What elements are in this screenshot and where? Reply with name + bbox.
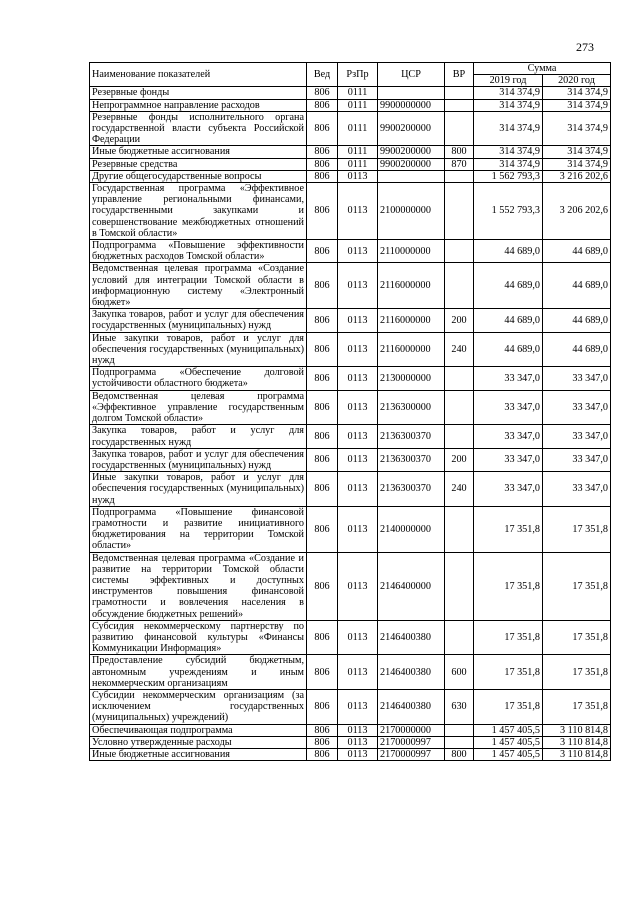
row-rzpr: 0113 bbox=[338, 724, 378, 736]
header-sum: Сумма bbox=[474, 63, 611, 75]
row-vr bbox=[445, 724, 474, 736]
row-sum-2020: 33 347,0 bbox=[543, 425, 611, 448]
row-rzpr: 0113 bbox=[338, 748, 378, 760]
row-rzpr: 0113 bbox=[338, 655, 378, 690]
row-vr bbox=[445, 263, 474, 309]
row-name: Резервные фонды bbox=[90, 87, 307, 99]
row-sum-2020: 314 374,9 bbox=[543, 111, 611, 146]
row-ved: 806 bbox=[307, 689, 338, 724]
row-csr: 2146400380 bbox=[378, 620, 445, 655]
row-rzpr: 0113 bbox=[338, 425, 378, 448]
row-sum-2020: 17 351,8 bbox=[543, 620, 611, 655]
row-vr bbox=[445, 552, 474, 620]
row-csr: 9900200000 bbox=[378, 158, 445, 170]
row-sum-2019: 314 374,9 bbox=[474, 87, 543, 99]
row-rzpr: 0113 bbox=[338, 472, 378, 507]
row-ved: 806 bbox=[307, 99, 338, 111]
row-rzpr: 0113 bbox=[338, 183, 378, 240]
row-csr: 2170000997 bbox=[378, 736, 445, 748]
row-csr: 2146400380 bbox=[378, 689, 445, 724]
row-sum-2020: 3 110 814,8 bbox=[543, 748, 611, 760]
row-name: Закупка товаров, работ и услуг для обеспечения государственных (муниципальных) нужд bbox=[90, 309, 307, 332]
row-vr bbox=[445, 111, 474, 146]
row-ved: 806 bbox=[307, 309, 338, 332]
row-sum-2020: 44 689,0 bbox=[543, 263, 611, 309]
row-sum-2020: 44 689,0 bbox=[543, 332, 611, 367]
row-sum-2020: 314 374,9 bbox=[543, 158, 611, 170]
row-ved: 806 bbox=[307, 620, 338, 655]
row-vr bbox=[445, 87, 474, 99]
row-rzpr: 0113 bbox=[338, 390, 378, 425]
table-row bbox=[90, 748, 611, 760]
row-rzpr: 0113 bbox=[338, 240, 378, 263]
row-name: Ведомственная целевая программа «Эффективное управление государственным долгом Томской области» bbox=[90, 390, 307, 425]
row-name: Резервные средства bbox=[90, 158, 307, 170]
row-name: Резервные фонды исполнительного органа государственной власти субъекта Российской Федерации bbox=[90, 111, 307, 146]
table-row bbox=[90, 620, 611, 655]
table-row bbox=[90, 448, 611, 471]
row-csr bbox=[378, 170, 445, 182]
table-row bbox=[90, 170, 611, 182]
row-name: Условно утвержденные расходы bbox=[90, 736, 307, 748]
table-row bbox=[90, 183, 611, 240]
row-rzpr: 0113 bbox=[338, 736, 378, 748]
row-sum-2020: 44 689,0 bbox=[543, 240, 611, 263]
row-sum-2020: 17 351,8 bbox=[543, 655, 611, 690]
budget-table bbox=[89, 62, 611, 761]
row-rzpr: 0113 bbox=[338, 170, 378, 182]
row-vr bbox=[445, 736, 474, 748]
table-row bbox=[90, 390, 611, 425]
row-rzpr: 0111 bbox=[338, 99, 378, 111]
row-vr bbox=[445, 240, 474, 263]
row-name: Субсидия некоммерческому партнерству по развитию финансовой культуры «Финансы Коммуникации Информация» bbox=[90, 620, 307, 655]
row-ved: 806 bbox=[307, 390, 338, 425]
row-vr bbox=[445, 367, 474, 390]
row-sum-2019: 314 374,9 bbox=[474, 146, 543, 158]
row-vr: 800 bbox=[445, 146, 474, 158]
row-name: Субсидии некоммерческим организациям (за исключением государственных (муниципальных) учреждений) bbox=[90, 689, 307, 724]
row-sum-2020: 3 110 814,8 bbox=[543, 736, 611, 748]
header-csr: ЦСР bbox=[378, 63, 445, 87]
table-row bbox=[90, 552, 611, 620]
row-ved: 806 bbox=[307, 552, 338, 620]
row-sum-2019: 314 374,9 bbox=[474, 111, 543, 146]
row-ved: 806 bbox=[307, 240, 338, 263]
row-sum-2020: 17 351,8 bbox=[543, 506, 611, 552]
row-ved: 806 bbox=[307, 170, 338, 182]
row-ved: 806 bbox=[307, 263, 338, 309]
row-sum-2019: 1 457 405,5 bbox=[474, 724, 543, 736]
table-row bbox=[90, 111, 611, 146]
row-rzpr: 0113 bbox=[338, 552, 378, 620]
row-sum-2020: 3 110 814,8 bbox=[543, 724, 611, 736]
table-row bbox=[90, 158, 611, 170]
row-vr bbox=[445, 390, 474, 425]
row-csr: 2116000000 bbox=[378, 263, 445, 309]
row-rzpr: 0113 bbox=[338, 448, 378, 471]
row-sum-2020: 33 347,0 bbox=[543, 448, 611, 471]
row-csr: 2146400380 bbox=[378, 655, 445, 690]
row-rzpr: 0111 bbox=[338, 87, 378, 99]
row-csr: 2170000997 bbox=[378, 748, 445, 760]
row-rzpr: 0113 bbox=[338, 309, 378, 332]
row-csr: 2140000000 bbox=[378, 506, 445, 552]
table-row bbox=[90, 472, 611, 507]
row-ved: 806 bbox=[307, 158, 338, 170]
row-csr: 2116000000 bbox=[378, 332, 445, 367]
table-row bbox=[90, 655, 611, 690]
row-ved: 806 bbox=[307, 87, 338, 99]
row-ved: 806 bbox=[307, 506, 338, 552]
row-name: Ведомственная целевая программа «Создание условий для интеграции Томской области в информационную систему «Электронный бюджет» bbox=[90, 263, 307, 309]
row-sum-2019: 44 689,0 bbox=[474, 309, 543, 332]
row-sum-2019: 33 347,0 bbox=[474, 448, 543, 471]
row-ved: 806 bbox=[307, 146, 338, 158]
row-vr: 800 bbox=[445, 748, 474, 760]
row-sum-2020: 33 347,0 bbox=[543, 472, 611, 507]
row-csr: 9900000000 bbox=[378, 99, 445, 111]
row-rzpr: 0113 bbox=[338, 620, 378, 655]
row-vr bbox=[445, 99, 474, 111]
row-csr: 2100000000 bbox=[378, 183, 445, 240]
row-name: Подпрограмма «Повышение финансовой грамотности и развитие инициативного бюджетирования на территории Томской области» bbox=[90, 506, 307, 552]
row-vr bbox=[445, 425, 474, 448]
row-sum-2019: 44 689,0 bbox=[474, 240, 543, 263]
row-rzpr: 0113 bbox=[338, 689, 378, 724]
row-ved: 806 bbox=[307, 472, 338, 507]
row-ved: 806 bbox=[307, 736, 338, 748]
row-name: Предоставление субсидий бюджетным, автономным учреждениям и иным некоммерческим организациям bbox=[90, 655, 307, 690]
row-name: Подпрограмма «Обеспечение долговой устойчивости областного бюджета» bbox=[90, 367, 307, 390]
row-vr bbox=[445, 506, 474, 552]
row-name: Обеспечивающая подпрограмма bbox=[90, 724, 307, 736]
row-name: Иные закупки товаров, работ и услуг для обеспечения государственных (муниципальных) нужд bbox=[90, 472, 307, 507]
header-name: Наименование показателей bbox=[90, 63, 307, 87]
row-csr: 2136300370 bbox=[378, 448, 445, 471]
row-csr: 2170000000 bbox=[378, 724, 445, 736]
row-name: Государственная программа «Эффективное управление региональными финансами, государственными закупками и совершенствование межбюджетных отношений в Томской области» bbox=[90, 183, 307, 240]
row-sum-2019: 1 457 405,5 bbox=[474, 736, 543, 748]
row-rzpr: 0111 bbox=[338, 158, 378, 170]
row-name: Иные бюджетные ассигнования bbox=[90, 748, 307, 760]
row-sum-2019: 17 351,8 bbox=[474, 552, 543, 620]
row-vr bbox=[445, 620, 474, 655]
row-vr: 600 bbox=[445, 655, 474, 690]
header-rzpr: РзПр bbox=[338, 63, 378, 87]
row-sum-2020: 314 374,9 bbox=[543, 87, 611, 99]
row-ved: 806 bbox=[307, 332, 338, 367]
row-csr: 2146400000 bbox=[378, 552, 445, 620]
row-name: Иные закупки товаров, работ и услуг для обеспечения государственных (муниципальных) нужд bbox=[90, 332, 307, 367]
row-name: Закупка товаров, работ и услуг для государственных нужд bbox=[90, 425, 307, 448]
row-vr bbox=[445, 170, 474, 182]
row-sum-2019: 1 457 405,5 bbox=[474, 748, 543, 760]
row-name: Закупка товаров, работ и услуг для обеспечения государственных (муниципальных) нужд bbox=[90, 448, 307, 471]
table-row bbox=[90, 309, 611, 332]
row-sum-2019: 1 552 793,3 bbox=[474, 183, 543, 240]
row-sum-2020: 3 216 202,6 bbox=[543, 170, 611, 182]
table-row bbox=[90, 240, 611, 263]
table-row bbox=[90, 367, 611, 390]
row-sum-2019: 314 374,9 bbox=[474, 99, 543, 111]
table-row bbox=[90, 736, 611, 748]
table-row bbox=[90, 87, 611, 99]
row-rzpr: 0113 bbox=[338, 367, 378, 390]
row-name: Иные бюджетные ассигнования bbox=[90, 146, 307, 158]
row-sum-2020: 17 351,8 bbox=[543, 689, 611, 724]
row-sum-2019: 33 347,0 bbox=[474, 367, 543, 390]
row-vr: 200 bbox=[445, 309, 474, 332]
row-sum-2020: 314 374,9 bbox=[543, 146, 611, 158]
row-sum-2019: 17 351,8 bbox=[474, 620, 543, 655]
header-year-2020: 2020 год bbox=[543, 75, 611, 87]
row-csr: 2136300370 bbox=[378, 472, 445, 507]
row-vr: 630 bbox=[445, 689, 474, 724]
row-sum-2020: 33 347,0 bbox=[543, 367, 611, 390]
row-csr: 2130000000 bbox=[378, 367, 445, 390]
row-sum-2019: 33 347,0 bbox=[474, 472, 543, 507]
row-vr bbox=[445, 183, 474, 240]
row-rzpr: 0113 bbox=[338, 506, 378, 552]
row-csr: 2110000000 bbox=[378, 240, 445, 263]
header-year-2019: 2019 год bbox=[474, 75, 543, 87]
row-csr: 9900200000 bbox=[378, 146, 445, 158]
row-csr: 2136300000 bbox=[378, 390, 445, 425]
row-ved: 806 bbox=[307, 655, 338, 690]
row-ved: 806 bbox=[307, 448, 338, 471]
row-sum-2020: 33 347,0 bbox=[543, 390, 611, 425]
row-sum-2019: 44 689,0 bbox=[474, 332, 543, 367]
table-row bbox=[90, 724, 611, 736]
row-csr: 2136300370 bbox=[378, 425, 445, 448]
row-sum-2019: 33 347,0 bbox=[474, 425, 543, 448]
row-vr: 240 bbox=[445, 332, 474, 367]
row-ved: 806 bbox=[307, 111, 338, 146]
table-row bbox=[90, 506, 611, 552]
row-ved: 806 bbox=[307, 367, 338, 390]
row-rzpr: 0113 bbox=[338, 263, 378, 309]
row-ved: 806 bbox=[307, 183, 338, 240]
header-ved: Вед bbox=[307, 63, 338, 87]
row-rzpr: 0113 bbox=[338, 332, 378, 367]
row-sum-2019: 33 347,0 bbox=[474, 390, 543, 425]
row-csr: 9900200000 bbox=[378, 111, 445, 146]
row-name: Непрограммное направление расходов bbox=[90, 99, 307, 111]
row-csr: 2116000000 bbox=[378, 309, 445, 332]
row-vr: 870 bbox=[445, 158, 474, 170]
row-sum-2019: 314 374,9 bbox=[474, 158, 543, 170]
row-ved: 806 bbox=[307, 724, 338, 736]
row-csr bbox=[378, 87, 445, 99]
row-ved: 806 bbox=[307, 748, 338, 760]
row-name: Подпрограмма «Повышение эффективности бюджетных расходов Томской области» bbox=[90, 240, 307, 263]
table-row bbox=[90, 425, 611, 448]
row-sum-2019: 1 562 793,3 bbox=[474, 170, 543, 182]
table-row bbox=[90, 99, 611, 111]
row-sum-2020: 44 689,0 bbox=[543, 309, 611, 332]
table-row bbox=[90, 332, 611, 367]
row-sum-2019: 17 351,8 bbox=[474, 655, 543, 690]
row-name: Ведомственная целевая программа «Создание и развитие на территории Томской области системы эффективных и доступных инструментов повышения финансовой грамотности и вовлечения населения в обсуждение бюджетных решений» bbox=[90, 552, 307, 620]
row-vr: 200 bbox=[445, 448, 474, 471]
table-row bbox=[90, 689, 611, 724]
row-rzpr: 0111 bbox=[338, 111, 378, 146]
row-vr: 240 bbox=[445, 472, 474, 507]
row-sum-2019: 44 689,0 bbox=[474, 263, 543, 309]
row-sum-2019: 17 351,8 bbox=[474, 506, 543, 552]
row-rzpr: 0111 bbox=[338, 146, 378, 158]
page-number: 273 bbox=[576, 40, 594, 54]
table-row bbox=[90, 263, 611, 309]
row-sum-2019: 17 351,8 bbox=[474, 689, 543, 724]
row-ved: 806 bbox=[307, 425, 338, 448]
row-sum-2020: 314 374,9 bbox=[543, 99, 611, 111]
header-vr: ВР bbox=[445, 63, 474, 87]
row-sum-2020: 17 351,8 bbox=[543, 552, 611, 620]
table-row bbox=[90, 146, 611, 158]
row-name: Другие общегосударственные вопросы bbox=[90, 170, 307, 182]
row-sum-2020: 3 206 202,6 bbox=[543, 183, 611, 240]
